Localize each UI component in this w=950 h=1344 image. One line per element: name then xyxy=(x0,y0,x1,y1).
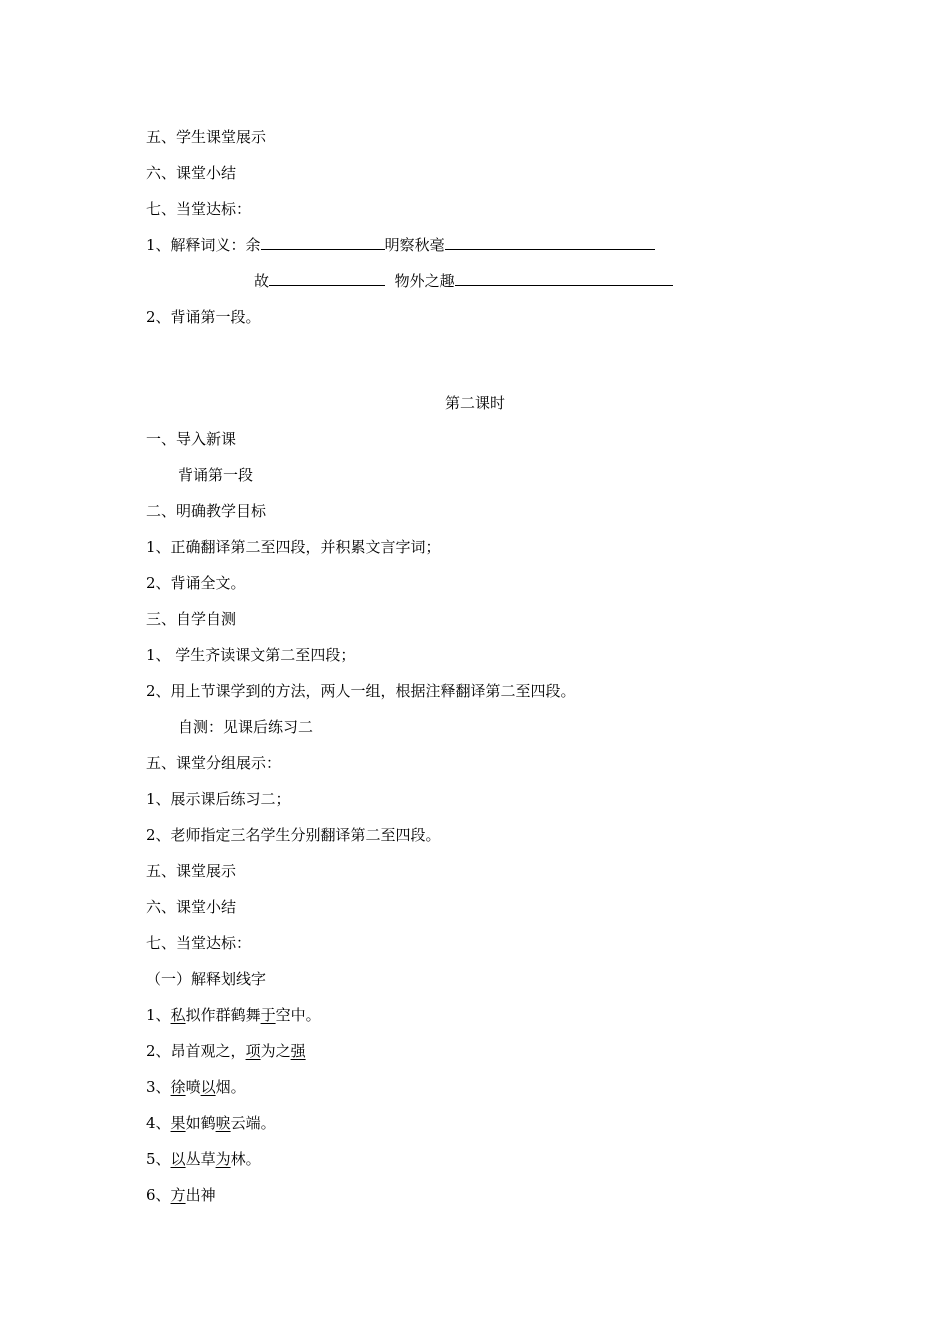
list-item xyxy=(146,1149,261,1169)
item-number: 6、 xyxy=(146,1186,171,1204)
exercise-define-words-row2 xyxy=(254,271,673,291)
underlined-word: 为 xyxy=(215,1150,231,1168)
item-number: 1、 xyxy=(146,1006,171,1024)
section-summary-2: 六、课堂小结 xyxy=(146,898,237,916)
self-study-item: 2、用上节课学到的方法，两人一组，根据注释翻译第二至四段。 xyxy=(146,682,576,700)
lesson-title: 第二课时 xyxy=(444,394,505,412)
section-student-display: 五、学生课堂展示 xyxy=(146,128,267,146)
exercise-word: 余 xyxy=(245,236,261,254)
objective-item: 2、背诵全文。 xyxy=(146,574,246,592)
objective-item: 1、正确翻译第二至四段，并积累文言字词； xyxy=(146,538,441,556)
exercise-prefix: 1、解释词义： xyxy=(146,236,246,254)
self-study-item: 1、 学生齐读课文第二至四段； xyxy=(146,646,356,664)
item-text: 烟。 xyxy=(215,1078,246,1096)
section-group-display: 五、课堂分组展示： xyxy=(146,754,282,772)
section-objectives: 二、明确教学目标 xyxy=(146,502,267,520)
exercise-define-words xyxy=(146,235,655,255)
exercise-word: 明察秋毫 xyxy=(384,236,445,254)
item-text: 云端。 xyxy=(230,1114,276,1132)
group-display-item: 2、老师指定三名学生分别翻译第二至四段。 xyxy=(146,826,441,844)
item-text: 空中。 xyxy=(275,1006,321,1024)
self-test-note: 自测：见课后练习二 xyxy=(178,718,314,736)
section-assessment: 七、当堂达标： xyxy=(146,200,252,218)
underlined-word: 以 xyxy=(170,1150,186,1168)
answer-blank xyxy=(445,235,655,250)
item-text: 为之 xyxy=(260,1042,291,1060)
item-number: 5、 xyxy=(146,1150,171,1168)
list-item xyxy=(146,1005,321,1025)
answer-blank xyxy=(261,235,385,250)
section-summary: 六、课堂小结 xyxy=(146,164,237,182)
item-number: 4、 xyxy=(146,1114,171,1132)
item-number: 3、 xyxy=(146,1078,171,1096)
section-intro-detail: 背诵第一段 xyxy=(178,466,254,484)
item-text: 拟作群鹤舞 xyxy=(185,1006,261,1024)
list-item xyxy=(146,1077,246,1097)
answer-blank xyxy=(269,271,385,286)
item-text: 出神 xyxy=(185,1186,216,1204)
exercise-word: 故 xyxy=(254,272,270,290)
underlined-word: 唳 xyxy=(215,1114,231,1132)
list-item xyxy=(146,1185,216,1205)
assessment-subheading: （一）解释划线字 xyxy=(146,970,267,988)
section-intro: 一、导入新课 xyxy=(146,430,237,448)
item-number: 2、 xyxy=(146,1042,171,1060)
underlined-word: 以 xyxy=(200,1078,216,1096)
underlined-word: 项 xyxy=(245,1042,261,1060)
underlined-word: 私 xyxy=(170,1006,186,1024)
section-assessment-2: 七、当堂达标： xyxy=(146,934,252,952)
underlined-word: 于 xyxy=(260,1006,276,1024)
item-text: 昂首观之， xyxy=(170,1042,246,1060)
underlined-word: 果 xyxy=(170,1114,186,1132)
exercise-recite: 2、背诵第一段。 xyxy=(146,308,261,326)
item-text: 林。 xyxy=(230,1150,261,1168)
item-text: 丛草 xyxy=(185,1150,216,1168)
item-text: 喷 xyxy=(185,1078,201,1096)
underlined-word: 强 xyxy=(290,1042,306,1060)
answer-blank xyxy=(455,271,673,286)
section-class-display: 五、课堂展示 xyxy=(146,862,237,880)
list-item xyxy=(146,1041,306,1061)
underlined-word: 方 xyxy=(170,1186,186,1204)
list-item xyxy=(146,1113,276,1133)
underlined-word: 徐 xyxy=(170,1078,186,1096)
item-text: 如鹤 xyxy=(185,1114,216,1132)
section-self-study: 三、自学自测 xyxy=(146,610,237,628)
exercise-word: 物外之趣 xyxy=(394,272,455,290)
group-display-item: 1、展示课后练习二； xyxy=(146,790,291,808)
